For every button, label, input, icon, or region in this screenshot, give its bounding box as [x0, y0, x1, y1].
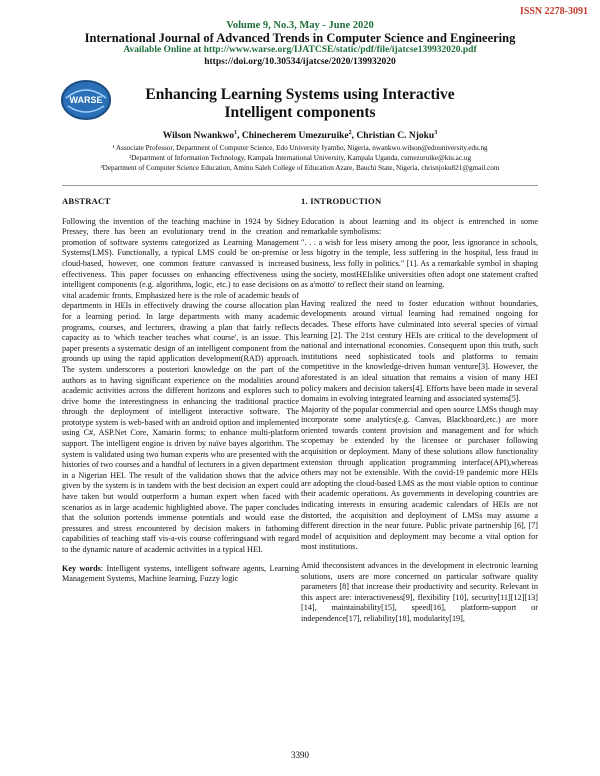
author-3-sup: 3	[434, 129, 438, 136]
page-number: 3390	[291, 750, 309, 760]
keywords-paragraph	[62, 564, 299, 585]
issn-label: ISSN 2278-3091	[519, 6, 588, 17]
paper-title-line2: Intelligent components	[224, 104, 376, 121]
intro-paragraph-3: Having realized the need to foster education without boundaries, developments around virtual learning had remained ongoing for decades. These efforts have culminated into several species of virtual learning [2]. The 21st century HEIs are critical to the development of national and international economies. Consequent upon this truth, such institutions need sophisticated tools and platforms to remain competitive in the knowledge-driven human venture[3]. However, the aforestated is an ideal situation that remains a vision of many HEI policy makers and decision takers[4]. Efforts have been made in several domains in evolving integrated learning and associated systems[5].	[301, 298, 538, 404]
author-1-sup: 1	[234, 129, 238, 136]
intro-paragraph-2: ". . . a wish for less misery among the poor, less ignorance in schools, less bigotry in the temple, less suffering in the hospital, less fraud in business, less folly in politics." [1]. As a remarkable symbol in shaping the society, mostHEIslike universities often adopt one statement crafted as a'motto' to reflect their stand on learning.	[301, 237, 538, 290]
intro-paragraph-5: Amid theconsistent advances in the development in electronic learning solutions, users are more concerned on particular software quality parameters [8] that increase their productivity and security. Relevant in this aspect are: interactiveness[9], flexibility [10], security[11][12][13][14], maintainability[15], speed[16], platform-support or independence[17], reliability[18], modularity[19],	[301, 561, 538, 623]
author-2: Chinecherem Umezuruike	[241, 131, 349, 141]
logo-text: WARSE	[69, 95, 103, 105]
author-3: Christian C. Njoku	[356, 131, 435, 141]
abstract-body: Following the invention of the teaching machine in 1924 by Sidney Pressey, there has been an evolutionary trend in the creation and promotion of software systems categorized as Learning Management Systems(LMS). Functionally, a typical LMS could be on-premise or cloud-based, however, one common feature canvassed is increased effectiveness. This paper focusses on enhancing effectiveness using intelligent components (e.g. algorithms, logic, etc.) to ease decisions on vital academic fronts. Emphasized here is the role of academic heads of departments in HEIs in effectively drawing the course allocation plan for a learning period. In large departments with many academic programs, courses, and lecturers, drawing a plan that fairly reflects capacity as to 'which teacher teaches what course', is an issue. This paper presents a systematic design of an intelligent component from the grounds up using the rapid application development(RAD) approach. The system underscores a posteriori knowledge on the part of the authors as to having significant experience on the modalities around academic activities across the different horizons and explores such to drive home the interestingness in enhancing the traditional practice through the deployment of intelligent interactive software. The prototype system is web-based with an android option and implemented using C#, ASP.Net Core, Xamarin forms; to enhance multi-platform support. The intelligent engine is driven by naïve bayes algorithm. The system is validated using two human experts who are presented with the histories of two courses and a handful of lecturers in a given department in a Nigerian HEI. The result of the validation shows that the advice given by the system is in tandem with the best decision an expert could have taken but would outperform a human expert when faced with scenarios as in large academic highlighted above. The paper concludes that the solution portends immense potentials and would ease the pressures and stress encountered by decision makers in fathoming capabilities of teaching staff vis-a-vis course cofferingsand with regard to the dynamic nature of academic activities in a typical HEI.	[62, 216, 299, 554]
volume-line: Volume 9, No.3, May - June 2020	[226, 20, 374, 31]
abstract-column	[62, 196, 299, 593]
affiliation-2: ²Department of Information Technology, Kampala International University, Kampala Uganda, cumezuruike@kiu.ac.ug	[128, 154, 472, 162]
doi-link[interactable]: https://doi.org/10.30534/ijatcse/2020/139932020	[204, 57, 396, 67]
introduction-column	[301, 196, 538, 633]
header-divider	[62, 185, 538, 186]
author-1: Wilson Nwankwo	[162, 131, 235, 141]
paper-title	[120, 86, 480, 122]
paper-title-line1: Enhancing Learning Systems using Interactive	[145, 86, 455, 103]
abstract-heading: ABSTRACT	[62, 196, 111, 206]
author-2-sup: 2	[348, 129, 352, 136]
intro-paragraph-1: Education is about learning and its object is entrenched in some remarkable symbolisms:	[301, 216, 538, 237]
available-online-link[interactable]: Available Online at http://www.warse.org/IJATCSE/static/pdf/file/ijatcse139932020.pdf	[123, 45, 477, 55]
keywords-label: Key words	[62, 563, 101, 573]
journal-title: International Journal of Advanced Trends in Computer Science and Engineering	[84, 31, 516, 45]
affiliation-1: ¹ Associate Professor, Department of Computer Science, Edo University Iyamho, Nigeria, nwankwo.wilson@edouniversity.edu.ng	[112, 144, 488, 152]
intro-paragraph-4: Majority of the popular commercial and open source LMSs though may incorporate some analytics(e.g. Canvas, Blackboard,etc.) are more oriented towards content provision and management and for which scopemay be extended by the licensee or purchaser following acquisition or deployment. Many of these solutions allow functionality extension through application programming interface(API),whereas others may not be extensible. With the covid-19 pandemic more HEIs are adopting the cloud-based LMS as the most viable option to continue their academic operations. As governments in developing countries are indicating interests in ensuring academic calendars of HEIs are not distorted, the acquisition and deployment of LMSs may assume a different direction in the near future. Public private partnership [6], [7] model of acquisition and deployment may become a vital option for most institutions.	[301, 404, 538, 552]
keywords-text: : Intelligent systems, intelligent software agents, Learning Management Systems, Machine learning, Fuzzy logic	[62, 563, 299, 584]
author-list: Wilson Nwankwo$^1$, Chinecherem Umezuruike$^2$, Christian C. Njoku$^3$	[162, 129, 438, 141]
affiliation-3: ³Department of Computer Science Education, Aminu Saleh College of Education Azare, Bauchi State, Nigeria, chrisnjoku821@gmail.com	[100, 164, 500, 172]
warse-logo-icon	[60, 78, 112, 122]
introduction-heading: 1. INTRODUCTION	[301, 196, 382, 206]
